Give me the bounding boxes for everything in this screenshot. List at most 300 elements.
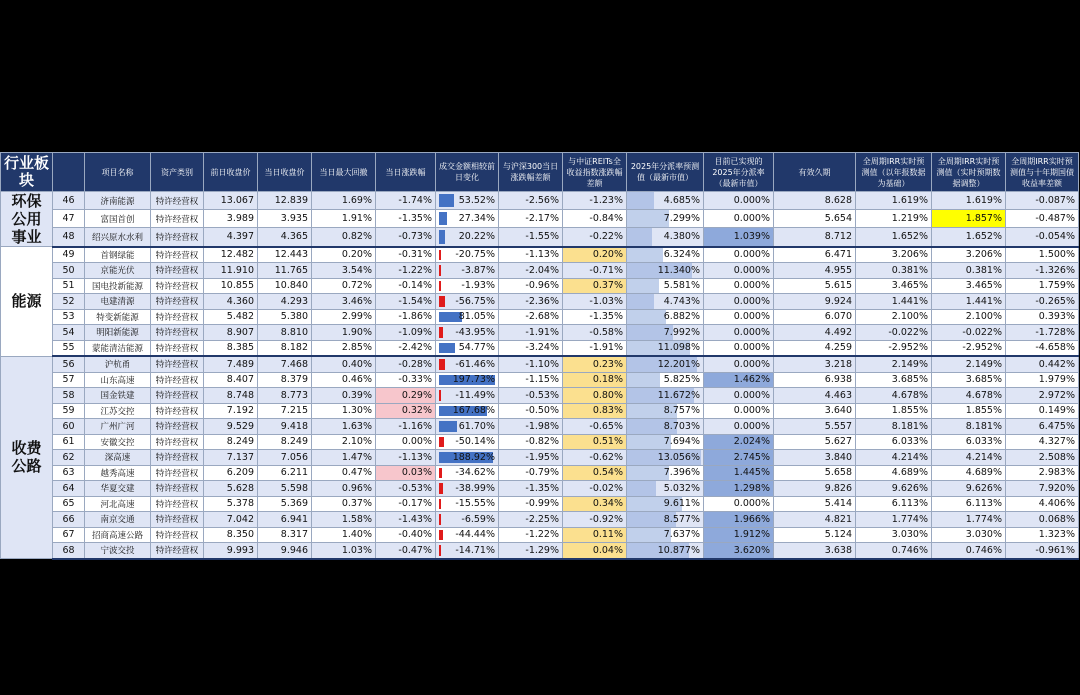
- cell-irr-annual: 4.214%: [856, 450, 932, 466]
- bar-value: 8.757%: [663, 405, 700, 417]
- bar-value: 10.877%: [657, 544, 700, 556]
- cell-reits-index-diff: 0.23%: [563, 356, 627, 372]
- cell-project-name: 绍兴原水水利: [85, 228, 151, 247]
- cell-asset-type: 特许经营权: [151, 210, 204, 228]
- data-grid: [0, 152, 1079, 560]
- dist-bar: [627, 279, 659, 294]
- cell-irr-realtime: 3.465%: [932, 278, 1006, 294]
- cell-asset-type: 特许经营权: [151, 434, 204, 450]
- cell-dist-realized: 1.039%: [704, 228, 774, 247]
- cell-reits-index-diff: -0.58%: [563, 325, 627, 341]
- cell-irr-realtime: 1.857%: [932, 210, 1006, 228]
- cell-close-price: 8.773: [258, 388, 312, 404]
- bar-value: 7.299%: [663, 213, 700, 225]
- cell-reits-index-diff: -1.35%: [563, 309, 627, 325]
- cell-row-index: 56: [53, 356, 85, 372]
- dist-bar: [627, 310, 666, 325]
- bar-value: 13.056%: [657, 451, 700, 463]
- cell-irr-spread: 7.920%: [1006, 481, 1079, 497]
- cell-reits-index-diff: 0.54%: [563, 465, 627, 481]
- cell-irr-annual: 2.149%: [856, 356, 932, 372]
- cell-asset-type: 特许经营权: [151, 309, 204, 325]
- volume-bar: [439, 499, 441, 510]
- cell-irr-spread: 6.475%: [1006, 419, 1079, 435]
- cell-change: -0.33%: [376, 372, 436, 388]
- reits-data-table: [0, 152, 1078, 557]
- cell-change: -0.53%: [376, 481, 436, 497]
- bar-value: -15.55%: [455, 498, 495, 510]
- cell-change: -0.28%: [376, 356, 436, 372]
- cell-row-index: 51: [53, 278, 85, 294]
- cell-change: -1.16%: [376, 419, 436, 435]
- cell-close-price: 7.468: [258, 356, 312, 372]
- cell-irr-spread: 1.500%: [1006, 247, 1079, 263]
- volume-bar: [439, 296, 445, 307]
- cell-duration: 6.070: [774, 309, 856, 325]
- bar-value: 20.22%: [458, 231, 495, 243]
- cell-irr-spread: -0.487%: [1006, 210, 1079, 228]
- cell-project-name: 招商高速公路: [85, 527, 151, 543]
- cell-max-drawdown: 0.37%: [312, 496, 376, 512]
- volume-bar: [439, 327, 443, 338]
- bar-value: 4.685%: [663, 195, 700, 207]
- bar-value: -61.46%: [455, 358, 495, 370]
- cell-asset-type: 特许经营权: [151, 481, 204, 497]
- cell-reits-index-diff: -1.23%: [563, 192, 627, 210]
- cell-prev-close: 8.907: [204, 325, 258, 341]
- header-asset-type: 资产类别: [151, 153, 204, 192]
- dist-bar: [627, 228, 652, 245]
- cell-prev-close: 13.067: [204, 192, 258, 210]
- table-row: [1, 210, 1079, 228]
- table-row: [1, 434, 1079, 450]
- cell-irr-spread: -0.054%: [1006, 228, 1079, 247]
- cell-prev-close: 8.407: [204, 372, 258, 388]
- cell-change: -0.14%: [376, 278, 436, 294]
- cell-irr-spread: 0.068%: [1006, 512, 1079, 528]
- cell-dist-forecast: [627, 325, 704, 341]
- cell-dist-forecast: [627, 543, 704, 559]
- cell-irr-realtime: 2.100%: [932, 309, 1006, 325]
- cell-prev-close: 7.137: [204, 450, 258, 466]
- cell-irr-annual: 1.774%: [856, 512, 932, 528]
- bar-value: 11.672%: [657, 389, 700, 401]
- cell-change: 0.03%: [376, 465, 436, 481]
- cell-dist-realized: 1.445%: [704, 465, 774, 481]
- sector-label: 收费公路: [1, 356, 53, 559]
- cell-prev-close: 4.397: [204, 228, 258, 247]
- volume-bar: [439, 421, 457, 432]
- cell-dist-forecast: [627, 247, 704, 263]
- header-dist-realized: 目前已实现的2025年分派率（最新市值）: [704, 153, 774, 192]
- cell-dist-realized: 0.000%: [704, 496, 774, 512]
- cell-irr-spread: -1.326%: [1006, 263, 1079, 279]
- cell-irr-spread: 0.393%: [1006, 309, 1079, 325]
- table-row: [1, 263, 1079, 279]
- cell-irr-realtime: 9.626%: [932, 481, 1006, 497]
- cell-dist-realized: 2.745%: [704, 450, 774, 466]
- cell-duration: 4.463: [774, 388, 856, 404]
- cell-project-name: 深高速: [85, 450, 151, 466]
- cell-close-price: 8.182: [258, 340, 312, 356]
- table-row: [1, 294, 1079, 310]
- cell-dist-realized: 1.912%: [704, 527, 774, 543]
- cell-duration: 4.259: [774, 340, 856, 356]
- cell-irr-realtime: 4.214%: [932, 450, 1006, 466]
- cell-close-price: 12.443: [258, 247, 312, 263]
- bar-value: -43.95%: [455, 326, 495, 338]
- table-row: [1, 309, 1079, 325]
- volume-bar: [439, 545, 441, 556]
- cell-max-drawdown: 0.20%: [312, 247, 376, 263]
- cell-project-name: 山东高速: [85, 372, 151, 388]
- cell-duration: 4.492: [774, 325, 856, 341]
- cell-close-price: 3.935: [258, 210, 312, 228]
- cell-volume-change: [436, 465, 499, 481]
- bar-value: -14.71%: [455, 544, 495, 556]
- cell-close-price: 6.211: [258, 465, 312, 481]
- cell-irr-annual: 4.678%: [856, 388, 932, 404]
- table-row: [1, 278, 1079, 294]
- cell-change: -0.47%: [376, 543, 436, 559]
- cell-prev-close: 8.350: [204, 527, 258, 543]
- cell-asset-type: 特许经营权: [151, 294, 204, 310]
- cell-change: 0.32%: [376, 403, 436, 419]
- cell-duration: 6.938: [774, 372, 856, 388]
- cell-hs300-diff: -1.15%: [499, 372, 563, 388]
- cell-asset-type: 特许经营权: [151, 450, 204, 466]
- cell-hs300-diff: -1.95%: [499, 450, 563, 466]
- bar-value: 5.825%: [663, 374, 700, 386]
- cell-change: -1.22%: [376, 263, 436, 279]
- cell-max-drawdown: 0.40%: [312, 356, 376, 372]
- bar-value: -34.62%: [455, 467, 495, 479]
- cell-volume-change: [436, 403, 499, 419]
- header-close: 当日收盘价: [258, 153, 312, 192]
- cell-row-index: 54: [53, 325, 85, 341]
- cell-irr-spread: 4.406%: [1006, 496, 1079, 512]
- cell-hs300-diff: -0.96%: [499, 278, 563, 294]
- cell-duration: 8.712: [774, 228, 856, 247]
- cell-close-price: 7.056: [258, 450, 312, 466]
- volume-bar: [439, 343, 455, 354]
- volume-bar: [439, 390, 441, 401]
- cell-irr-realtime: 4.689%: [932, 465, 1006, 481]
- bar-value: 27.34%: [458, 213, 495, 225]
- cell-asset-type: 特许经营权: [151, 247, 204, 263]
- cell-irr-annual: 1.441%: [856, 294, 932, 310]
- header-volume-change: 成交金额相较前日变化: [436, 153, 499, 192]
- table-row: [1, 247, 1079, 263]
- cell-volume-change: [436, 294, 499, 310]
- bar-value: 12.201%: [657, 358, 700, 370]
- cell-prev-close: 7.042: [204, 512, 258, 528]
- cell-hs300-diff: -0.99%: [499, 496, 563, 512]
- cell-prev-close: 10.855: [204, 278, 258, 294]
- cell-irr-annual: 1.652%: [856, 228, 932, 247]
- cell-irr-realtime: 1.774%: [932, 512, 1006, 528]
- cell-irr-spread: 0.442%: [1006, 356, 1079, 372]
- cell-dist-realized: 1.462%: [704, 372, 774, 388]
- cell-volume-change: [436, 228, 499, 247]
- cell-volume-change: [436, 434, 499, 450]
- cell-reits-index-diff: -0.92%: [563, 512, 627, 528]
- cell-duration: 8.628: [774, 192, 856, 210]
- cell-irr-spread: 1.759%: [1006, 278, 1079, 294]
- cell-irr-spread: -0.265%: [1006, 294, 1079, 310]
- cell-close-price: 9.418: [258, 419, 312, 435]
- table-row: [1, 340, 1079, 356]
- cell-volume-change: [436, 263, 499, 279]
- cell-hs300-diff: -2.56%: [499, 192, 563, 210]
- volume-bar: [439, 437, 444, 448]
- cell-dist-realized: 0.000%: [704, 340, 774, 356]
- cell-close-price: 9.946: [258, 543, 312, 559]
- header-sector: 行业板块: [1, 153, 53, 192]
- cell-hs300-diff: -0.53%: [499, 388, 563, 404]
- cell-row-index: 66: [53, 512, 85, 528]
- header-project-name: 项目名称: [85, 153, 151, 192]
- cell-irr-realtime: -0.022%: [932, 325, 1006, 341]
- cell-volume-change: [436, 340, 499, 356]
- cell-dist-forecast: [627, 309, 704, 325]
- cell-duration: 4.821: [774, 512, 856, 528]
- cell-max-drawdown: 0.96%: [312, 481, 376, 497]
- cell-dist-realized: 1.966%: [704, 512, 774, 528]
- cell-asset-type: 特许经营权: [151, 263, 204, 279]
- cell-irr-annual: 9.626%: [856, 481, 932, 497]
- bar-value: -11.49%: [455, 389, 495, 401]
- bar-value: -50.14%: [455, 436, 495, 448]
- cell-hs300-diff: -0.50%: [499, 403, 563, 419]
- header-index: [53, 153, 85, 192]
- cell-irr-spread: -4.658%: [1006, 340, 1079, 356]
- cell-hs300-diff: -2.25%: [499, 512, 563, 528]
- cell-project-name: 宁波交投: [85, 543, 151, 559]
- volume-bar: [439, 194, 454, 207]
- cell-asset-type: 特许经营权: [151, 325, 204, 341]
- dist-bar: [627, 373, 660, 388]
- cell-duration: 4.955: [774, 263, 856, 279]
- header-dist-forecast: 2025年分派率预测值（最新市值）: [627, 153, 704, 192]
- cell-duration: 5.414: [774, 496, 856, 512]
- cell-irr-realtime: 6.113%: [932, 496, 1006, 512]
- cell-project-name: 广州广河: [85, 419, 151, 435]
- cell-project-name: 特变新能源: [85, 309, 151, 325]
- volume-bar: [439, 514, 441, 525]
- bar-value: 4.380%: [663, 231, 700, 243]
- cell-dist-forecast: [627, 403, 704, 419]
- cell-asset-type: 特许经营权: [151, 192, 204, 210]
- bar-value: -44.44%: [455, 529, 495, 541]
- cell-prev-close: 3.989: [204, 210, 258, 228]
- cell-volume-change: [436, 247, 499, 263]
- table-row: [1, 512, 1079, 528]
- cell-irr-spread: -0.087%: [1006, 192, 1079, 210]
- cell-irr-spread: 4.327%: [1006, 434, 1079, 450]
- cell-reits-index-diff: 0.83%: [563, 403, 627, 419]
- cell-reits-index-diff: 0.18%: [563, 372, 627, 388]
- cell-dist-forecast: [627, 419, 704, 435]
- cell-asset-type: 特许经营权: [151, 465, 204, 481]
- table-row: [1, 192, 1079, 210]
- cell-hs300-diff: -0.82%: [499, 434, 563, 450]
- cell-dist-forecast: [627, 372, 704, 388]
- cell-irr-annual: 3.465%: [856, 278, 932, 294]
- cell-volume-change: [436, 419, 499, 435]
- cell-change: 0.29%: [376, 388, 436, 404]
- header-max-drawdown: 当日最大回撤: [312, 153, 376, 192]
- cell-asset-type: 特许经营权: [151, 419, 204, 435]
- cell-change: -1.54%: [376, 294, 436, 310]
- cell-prev-close: 5.628: [204, 481, 258, 497]
- cell-hs300-diff: -1.29%: [499, 543, 563, 559]
- cell-hs300-diff: -0.79%: [499, 465, 563, 481]
- cell-asset-type: 特许经营权: [151, 340, 204, 356]
- cell-irr-annual: 0.381%: [856, 263, 932, 279]
- cell-irr-annual: 1.219%: [856, 210, 932, 228]
- cell-prev-close: 11.910: [204, 263, 258, 279]
- cell-row-index: 61: [53, 434, 85, 450]
- cell-irr-realtime: 3.030%: [932, 527, 1006, 543]
- cell-duration: 5.615: [774, 278, 856, 294]
- bar-value: 11.098%: [657, 342, 700, 354]
- cell-volume-change: [436, 527, 499, 543]
- cell-dist-forecast: [627, 465, 704, 481]
- bar-value: 6.324%: [663, 249, 700, 261]
- cell-reits-index-diff: -1.03%: [563, 294, 627, 310]
- cell-duration: 3.640: [774, 403, 856, 419]
- cell-row-index: 65: [53, 496, 85, 512]
- bar-value: 7.637%: [663, 529, 700, 541]
- cell-max-drawdown: 0.39%: [312, 388, 376, 404]
- cell-irr-realtime: 6.033%: [932, 434, 1006, 450]
- cell-project-name: 华夏交建: [85, 481, 151, 497]
- cell-max-drawdown: 0.47%: [312, 465, 376, 481]
- cell-dist-forecast: [627, 450, 704, 466]
- cell-asset-type: 特许经营权: [151, 372, 204, 388]
- cell-dist-realized: 0.000%: [704, 309, 774, 325]
- cell-project-name: 越秀高速: [85, 465, 151, 481]
- bar-value: 54.77%: [458, 342, 495, 354]
- cell-row-index: 55: [53, 340, 85, 356]
- cell-reits-index-diff: -0.84%: [563, 210, 627, 228]
- cell-asset-type: 特许经营权: [151, 278, 204, 294]
- table-row: [1, 496, 1079, 512]
- cell-prev-close: 7.192: [204, 403, 258, 419]
- cell-dist-realized: 0.000%: [704, 325, 774, 341]
- cell-close-price: 12.839: [258, 192, 312, 210]
- cell-volume-change: [436, 210, 499, 228]
- cell-close-price: 5.369: [258, 496, 312, 512]
- header-row: [1, 153, 1079, 192]
- cell-change: -0.31%: [376, 247, 436, 263]
- bar-value: 167.68%: [452, 405, 495, 417]
- cell-hs300-diff: -2.04%: [499, 263, 563, 279]
- cell-dist-realized: 0.000%: [704, 419, 774, 435]
- bar-value: 6.882%: [663, 311, 700, 323]
- cell-prev-close: 6.209: [204, 465, 258, 481]
- cell-close-price: 5.598: [258, 481, 312, 497]
- cell-irr-spread: -1.728%: [1006, 325, 1079, 341]
- cell-hs300-diff: -2.36%: [499, 294, 563, 310]
- bar-value: -20.75%: [455, 249, 495, 261]
- cell-volume-change: [436, 496, 499, 512]
- cell-volume-change: [436, 372, 499, 388]
- cell-duration: 5.124: [774, 527, 856, 543]
- cell-asset-type: 特许经营权: [151, 228, 204, 247]
- dist-bar: [627, 294, 654, 309]
- cell-reits-index-diff: -0.65%: [563, 419, 627, 435]
- cell-irr-realtime: 1.855%: [932, 403, 1006, 419]
- dist-bar: [627, 248, 663, 263]
- cell-row-index: 50: [53, 263, 85, 279]
- cell-dist-forecast: [627, 263, 704, 279]
- header-irr-spread: 全周期IRR实时预测值与十年期国债收益率差额: [1006, 153, 1079, 192]
- cell-hs300-diff: -2.68%: [499, 309, 563, 325]
- cell-irr-realtime: 0.746%: [932, 543, 1006, 559]
- cell-change: -1.13%: [376, 450, 436, 466]
- cell-project-name: 南京交通: [85, 512, 151, 528]
- cell-change: 0.00%: [376, 434, 436, 450]
- cell-project-name: 富国首创: [85, 210, 151, 228]
- cell-asset-type: 特许经营权: [151, 403, 204, 419]
- cell-asset-type: 特许经营权: [151, 388, 204, 404]
- header-irr-realtime: 全周期IRR实时预测值（实时预期数据调整）: [932, 153, 1006, 192]
- cell-irr-annual: 8.181%: [856, 419, 932, 435]
- cell-irr-annual: 6.113%: [856, 496, 932, 512]
- cell-irr-annual: 3.685%: [856, 372, 932, 388]
- cell-max-drawdown: 0.72%: [312, 278, 376, 294]
- cell-reits-index-diff: -0.62%: [563, 450, 627, 466]
- cell-prev-close: 8.748: [204, 388, 258, 404]
- cell-prev-close: 7.489: [204, 356, 258, 372]
- cell-irr-annual: 1.855%: [856, 403, 932, 419]
- cell-irr-realtime: 4.678%: [932, 388, 1006, 404]
- cell-irr-spread: 1.979%: [1006, 372, 1079, 388]
- cell-hs300-diff: -1.10%: [499, 356, 563, 372]
- cell-asset-type: 特许经营权: [151, 496, 204, 512]
- cell-project-name: 国电投新能源: [85, 278, 151, 294]
- cell-dist-realized: 1.298%: [704, 481, 774, 497]
- cell-max-drawdown: 1.90%: [312, 325, 376, 341]
- cell-max-drawdown: 1.58%: [312, 512, 376, 528]
- table-row: [1, 527, 1079, 543]
- cell-change: -2.42%: [376, 340, 436, 356]
- cell-dist-forecast: [627, 356, 704, 372]
- cell-duration: 6.471: [774, 247, 856, 263]
- bar-value: 9.611%: [663, 498, 700, 510]
- cell-irr-realtime: 1.652%: [932, 228, 1006, 247]
- cell-irr-annual: 2.100%: [856, 309, 932, 325]
- cell-hs300-diff: -1.35%: [499, 481, 563, 497]
- cell-hs300-diff: -1.98%: [499, 419, 563, 435]
- cell-dist-realized: 3.620%: [704, 543, 774, 559]
- cell-irr-spread: 2.983%: [1006, 465, 1079, 481]
- cell-dist-forecast: [627, 294, 704, 310]
- cell-irr-realtime: 3.685%: [932, 372, 1006, 388]
- cell-irr-realtime: 1.441%: [932, 294, 1006, 310]
- cell-reits-index-diff: -0.22%: [563, 228, 627, 247]
- cell-project-name: 国金铁建: [85, 388, 151, 404]
- cell-prev-close: 8.385: [204, 340, 258, 356]
- cell-dist-realized: 0.000%: [704, 263, 774, 279]
- cell-change: -0.40%: [376, 527, 436, 543]
- cell-max-drawdown: 1.30%: [312, 403, 376, 419]
- dist-bar: [627, 192, 654, 209]
- volume-bar: [439, 483, 443, 494]
- bar-value: 7.396%: [663, 467, 700, 479]
